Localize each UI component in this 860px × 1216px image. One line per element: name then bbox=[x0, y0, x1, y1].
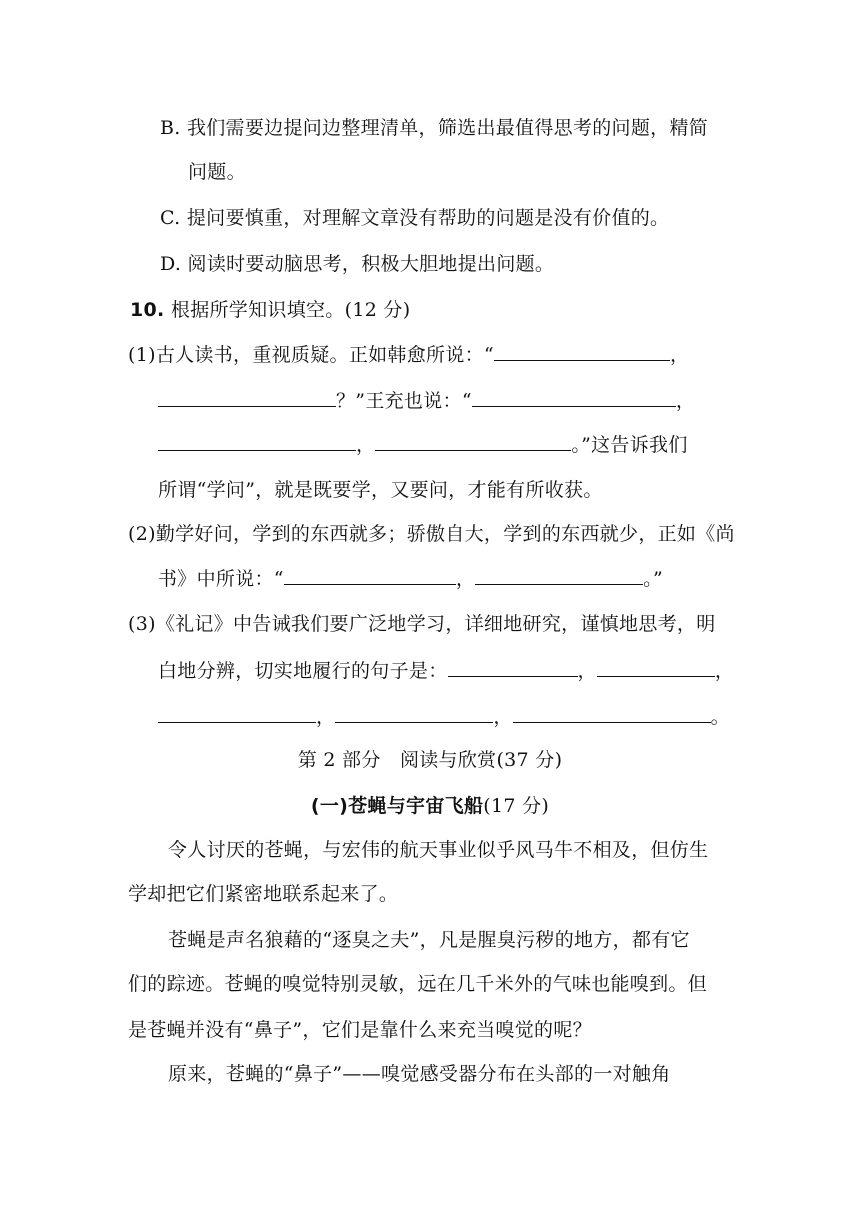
q10-3-line3 bbox=[158, 704, 730, 729]
answer-blank[interactable] bbox=[375, 432, 571, 451]
reading-title-text: (一)苍蝇与宇宙飞船 bbox=[310, 795, 484, 817]
answer-blank[interactable] bbox=[335, 704, 493, 723]
text: ， bbox=[316, 706, 336, 728]
text: ， bbox=[675, 390, 696, 412]
answer-blank[interactable] bbox=[475, 566, 643, 585]
paragraph-2-line3: 是苍蝇并没有“鼻子”，它们是靠什么来充当嗅觉的呢？ bbox=[128, 1019, 592, 1041]
question-text: 根据所学知识填空。(12 分) bbox=[170, 299, 411, 321]
option-c: C. 提问要慎重，对理解文章没有帮助的问题是没有价值的。 bbox=[160, 207, 670, 229]
q10-1-line2 bbox=[158, 388, 695, 413]
answer-blank[interactable] bbox=[284, 566, 456, 585]
paragraph-2-line2: 们的踪迹。苍蝇的嗅觉特别灵敏，远在几千米外的气味也能嗅到。但 bbox=[128, 973, 708, 995]
answer-blank[interactable] bbox=[513, 704, 711, 723]
text: 。 bbox=[710, 706, 730, 728]
text: ， bbox=[577, 660, 597, 682]
text: ， bbox=[493, 706, 513, 728]
q10-1-line4: 所谓“学问”，就是既要学，又要问，才能有所收获。 bbox=[158, 479, 603, 501]
option-b-line1: B. 我们需要边提问边整理清单，筛选出最值得思考的问题，精简 bbox=[160, 117, 709, 139]
answer-blank[interactable] bbox=[494, 342, 670, 361]
option-b-line2: 问题。 bbox=[188, 161, 246, 183]
paragraph-1-line1: 令人讨厌的苍蝇，与宏伟的航天事业似乎风马牛不相及，但仿生 bbox=[168, 839, 709, 861]
answer-blank[interactable] bbox=[158, 432, 356, 451]
paragraph-3-line1: 原来，苍蝇的“鼻子”——嗅觉感受器分布在头部的一对触角 bbox=[168, 1063, 671, 1085]
paragraph-2-line1: 苍蝇是声名狼藉的“逐臭之夫”，凡是腥臭污秽的地方，都有它 bbox=[168, 929, 690, 951]
answer-blank[interactable] bbox=[158, 704, 316, 723]
q10-2-line1: (2)勤学好问，学到的东西就多；骄傲自大，学到的东西就少，正如《尚 bbox=[128, 523, 735, 545]
text: ， bbox=[669, 344, 690, 366]
text: 。” bbox=[643, 568, 663, 590]
text: 白地分辨，切实地履行的句子是： bbox=[158, 660, 448, 682]
answer-blank[interactable] bbox=[158, 388, 336, 407]
question-10-heading bbox=[130, 298, 410, 322]
q10-2-line2 bbox=[158, 566, 663, 591]
option-d: D. 阅读时要动脑思考，积极大胆地提出问题。 bbox=[160, 253, 555, 275]
answer-blank[interactable] bbox=[472, 388, 676, 407]
answer-blank[interactable] bbox=[597, 658, 715, 677]
text: ， bbox=[356, 434, 376, 456]
q10-3-line1: (3)《礼记》中告诫我们要广泛地学习，详细地研究，谨慎地思考，明 bbox=[128, 613, 716, 635]
reading-1-title bbox=[0, 794, 860, 818]
text: (1)古人读书，重视质疑。正如韩愈所说：“ bbox=[128, 344, 494, 366]
text: ？”王充也说：“ bbox=[336, 390, 472, 412]
question-number: 10. bbox=[130, 299, 165, 321]
answer-blank[interactable] bbox=[448, 658, 578, 677]
q10-3-line2 bbox=[158, 658, 734, 683]
q10-1-line1 bbox=[128, 342, 689, 367]
paragraph-1-line2: 学却把它们紧密地联系起来了。 bbox=[128, 883, 399, 905]
text: ， bbox=[714, 660, 735, 682]
reading-title-score: (17 分) bbox=[483, 795, 550, 817]
part-2-title: 第 2 部分 阅读与欣赏(37 分) bbox=[297, 749, 563, 771]
text: ， bbox=[455, 568, 476, 590]
text: 书》中所说：“ bbox=[158, 568, 284, 590]
text: 。”这告诉我们 bbox=[571, 434, 688, 456]
q10-1-line3 bbox=[158, 432, 688, 457]
